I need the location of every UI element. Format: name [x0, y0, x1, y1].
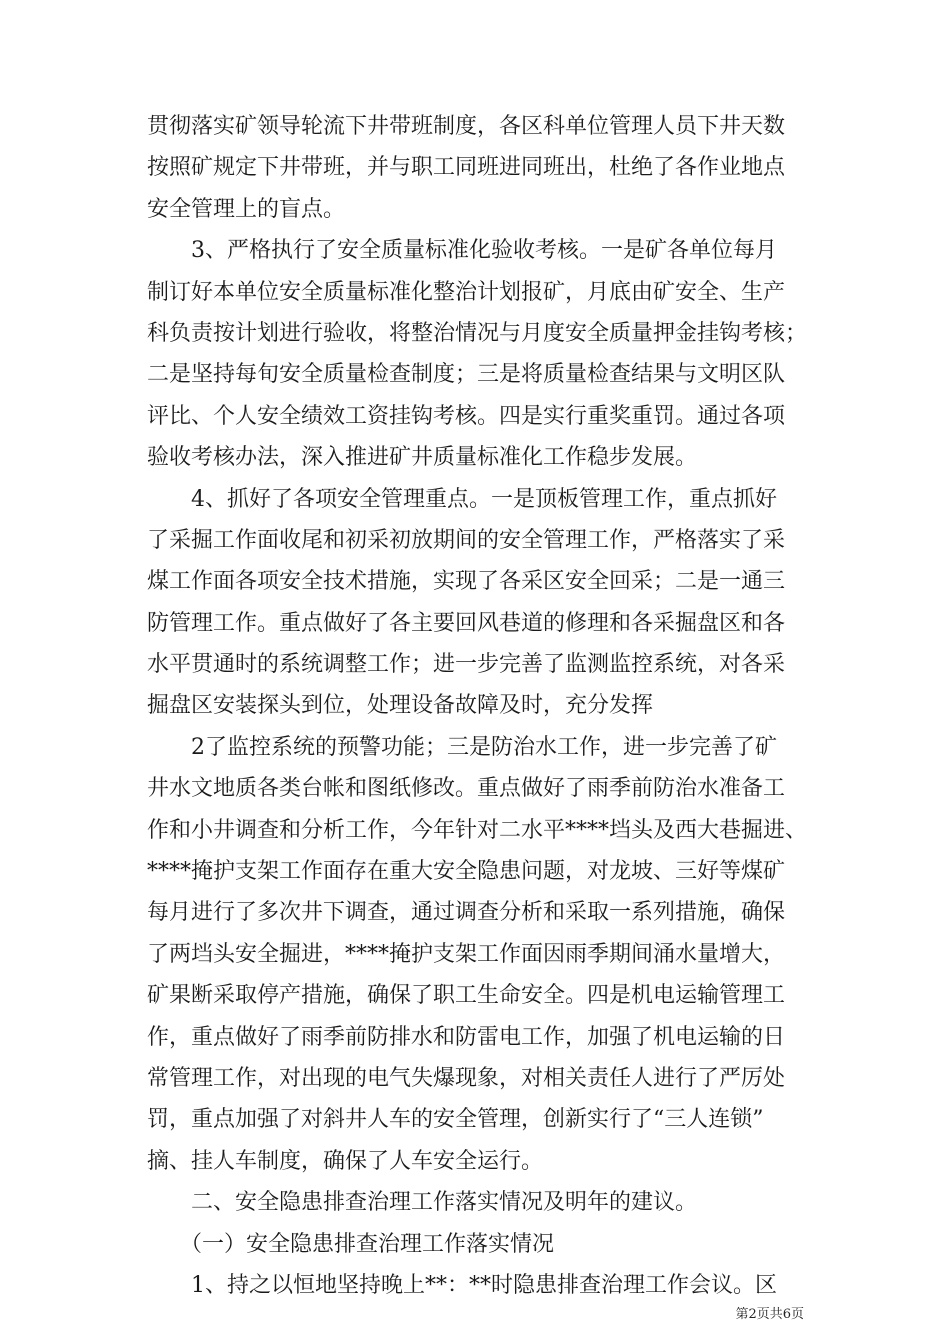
text-line: 摘、挂人车制度，确保了人车安全运行。 — [147, 1148, 544, 1174]
text-line: 制订好本单位安全质量标准化整治计划报矿，月底由矿安全、生产 — [147, 279, 786, 305]
text-line: 了两垱头安全掘进，****掩护支架工作面因雨季期间涌水量增大， — [147, 941, 786, 967]
text-line: 常管理工作，对出现的电气失爆现象，对相关责任人进行了严厉处 — [147, 1065, 786, 1091]
text-line: 防管理工作。重点做好了各主要回风巷道的修理和各采掘盘区和各 — [147, 610, 786, 636]
text-line: 3、严格执行了安全质量标准化验收考核。一是矿各单位每月 — [147, 238, 777, 264]
text-line: 二是坚持每旬安全质量检查制度；三是将质量检查结果与文明区队 — [147, 362, 786, 388]
text-line: 井水文地质各类台帐和图纸修改。重点做好了雨季前防治水准备工 — [147, 776, 786, 802]
text-line: 煤工作面各项安全技术措施，实现了各采区安全回采；二是一通三 — [147, 569, 786, 595]
text-line: 验收考核办法，深入推进矿井质量标准化工作稳步发展。 — [147, 445, 698, 471]
text-line: 4、抓好了各项安全管理重点。一是顶板管理工作，重点抓好 — [147, 486, 777, 512]
text-line: 水平贯通时的系统调整工作；进一步完善了监测监控系统，对各采 — [147, 652, 786, 678]
text-line: 矿果断采取停产措施，确保了职工生命安全。四是机电运输管理工 — [147, 983, 786, 1009]
text-line: 贯彻落实矿领导轮流下井带班制度，各区科单位管理人员下井天数 — [147, 114, 786, 139]
text-line: 科负责按计划进行验收，将整治情况与月度安全质量押金挂钩考核； — [147, 320, 808, 346]
text-line: 每月进行了多次井下调查，通过调查分析和采取一系列措施，确保 — [147, 900, 786, 926]
text-line: 1、持之以恒地坚持晚上**：**时隐患排查治理工作会议。区 — [147, 1272, 777, 1298]
text-line: 作，重点做好了雨季前防排水和防雷电工作，加强了机电运输的日 — [147, 1024, 786, 1050]
page-number: 第2页共6页 — [735, 1307, 804, 1322]
text-line: （一）安全隐患排查治理工作落实情况 — [147, 1231, 555, 1257]
text-line: 了采掘工作面收尾和初采初放期间的安全管理工作，严格落实了采 — [147, 527, 786, 553]
text-line: ****掩护支架工作面存在重大安全隐患问题，对龙坡、三好等煤矿 — [147, 859, 786, 885]
text-line: 安全管理上的盲点。 — [147, 196, 346, 222]
text-line: 掘盘区安装探头到位，处理设备故障及时，充分发挥 — [147, 693, 654, 719]
text-line: 评比、个人安全绩效工资挂钩考核。四是实行重奖重罚。通过各项 — [147, 403, 786, 429]
text-line: 按照矿规定下井带班，并与职工同班进同班出，杜绝了各作业地点 — [147, 155, 786, 181]
text-line: 2了监控系统的预警功能；三是防治水工作，进一步完善了矿 — [147, 734, 777, 760]
text-line: 罚，重点加强了对斜井人车的安全管理，创新实行了“三人连锁” — [147, 1107, 764, 1133]
document-body — [147, 106, 807, 1306]
text-line: 作和小井调查和分析工作，今年针对二水平****垱头及西大巷掘进、 — [147, 817, 808, 843]
text-line: 二、安全隐患排查治理工作落实情况及明年的建议。 — [147, 1190, 698, 1216]
